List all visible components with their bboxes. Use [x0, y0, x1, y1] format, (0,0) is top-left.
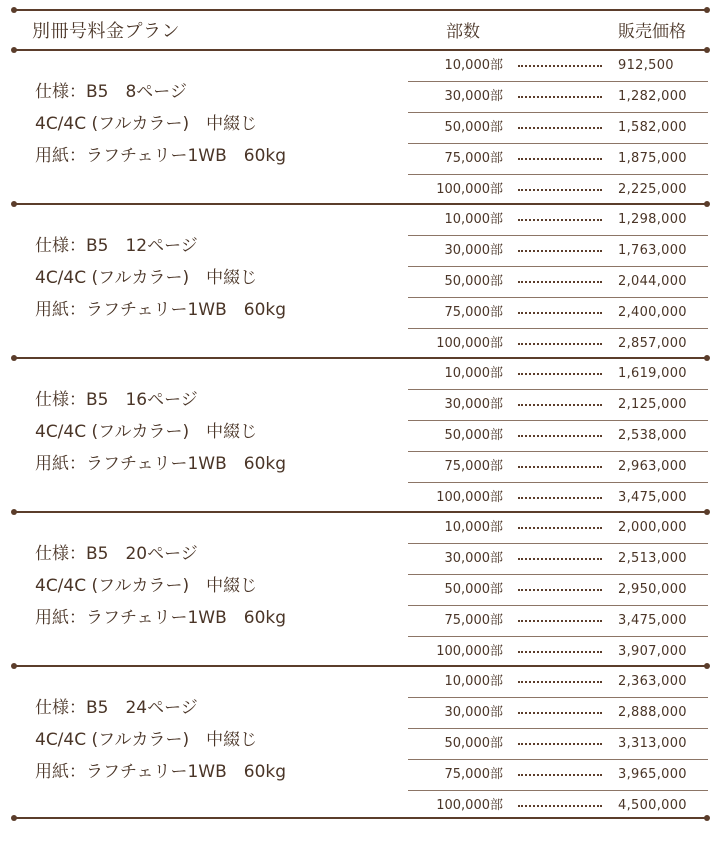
dot-leader	[518, 805, 602, 807]
spec-paper: 用紙：ラフチェリー1WB 60kg	[35, 454, 287, 474]
quantity: 100,000部	[436, 490, 503, 505]
price: 2,000,000	[618, 520, 687, 535]
quantity: 30,000部	[444, 89, 503, 104]
price-row	[408, 575, 708, 606]
price: 2,950,000	[618, 582, 687, 597]
quantity: 50,000部	[444, 274, 503, 289]
price: 2,225,000	[618, 182, 687, 197]
dot-leader	[518, 343, 602, 345]
price: 3,907,000	[618, 644, 687, 659]
plan-block-8p	[0, 51, 720, 204]
spec-color-binding: 4C/4C (フルカラー) 中綴じ	[35, 422, 258, 442]
price: 2,513,000	[618, 551, 687, 566]
spec-size-pages: 仕様：B5 12ページ	[35, 236, 198, 256]
plan-block-20p	[0, 513, 720, 666]
price-row	[408, 729, 708, 760]
price: 2,888,000	[618, 705, 687, 720]
quantity: 30,000部	[444, 397, 503, 412]
quantity: 100,000部	[436, 336, 503, 351]
dot-leader	[518, 404, 602, 406]
quantity: 75,000部	[444, 151, 503, 166]
spec-size-pages: 仕様：B5 24ページ	[35, 698, 198, 718]
dot-leader	[518, 219, 602, 221]
dot-leader	[518, 681, 602, 683]
plan-spec	[35, 230, 286, 326]
dot-leader	[518, 620, 602, 622]
price: 3,313,000	[618, 736, 687, 751]
price: 2,963,000	[618, 459, 687, 474]
price: 1,282,000	[618, 89, 687, 104]
dot-leader	[518, 96, 602, 98]
price-row	[408, 606, 708, 637]
price-row	[408, 236, 708, 267]
quantity: 10,000部	[444, 674, 503, 689]
price: 2,125,000	[618, 397, 687, 412]
price-column-header: 販売価格	[618, 22, 686, 42]
plan-block-16p	[0, 359, 720, 512]
spec-color-binding: 4C/4C (フルカラー) 中綴じ	[35, 730, 258, 750]
price-row	[408, 113, 708, 144]
price-rows	[408, 51, 708, 205]
quantity: 75,000部	[444, 459, 503, 474]
dot-leader	[518, 589, 602, 591]
price-row	[408, 390, 708, 421]
bottom-rule	[13, 817, 708, 819]
dot-leader	[518, 158, 602, 160]
spec-size-pages: 仕様：B5 8ページ	[35, 82, 187, 102]
plan-spec	[35, 538, 286, 634]
price: 912,500	[618, 58, 674, 73]
price-row	[408, 760, 708, 791]
quantity: 50,000部	[444, 582, 503, 597]
price: 2,857,000	[618, 336, 687, 351]
price-row	[408, 82, 708, 113]
quantity: 100,000部	[436, 182, 503, 197]
price-rows	[408, 205, 708, 359]
price-row	[408, 637, 708, 667]
dot-leader	[518, 373, 602, 375]
quantity: 100,000部	[436, 798, 503, 813]
dot-leader	[518, 65, 602, 67]
price-row	[408, 452, 708, 483]
dot-leader	[518, 281, 602, 283]
dot-leader	[518, 250, 602, 252]
quantity: 30,000部	[444, 551, 503, 566]
price-rows	[408, 667, 708, 821]
price: 3,475,000	[618, 490, 687, 505]
price-row	[408, 544, 708, 575]
price-row	[408, 175, 708, 205]
plan-spec	[35, 76, 286, 172]
dot-leader	[518, 527, 602, 529]
quantity: 50,000部	[444, 736, 503, 751]
quantity: 10,000部	[444, 58, 503, 73]
quantity: 50,000部	[444, 120, 503, 135]
spec-paper: 用紙：ラフチェリー1WB 60kg	[35, 762, 287, 782]
dot-leader	[518, 127, 602, 129]
dot-leader	[518, 497, 602, 499]
quantity: 50,000部	[444, 428, 503, 443]
price-row	[408, 667, 708, 698]
spec-color-binding: 4C/4C (フルカラー) 中綴じ	[35, 114, 258, 134]
price: 1,763,000	[618, 243, 687, 258]
quantity: 75,000部	[444, 613, 503, 628]
price-row	[408, 698, 708, 729]
quantity: 75,000部	[444, 767, 503, 782]
spec-paper: 用紙：ラフチェリー1WB 60kg	[35, 300, 287, 320]
price: 3,965,000	[618, 767, 687, 782]
quantity: 75,000部	[444, 305, 503, 320]
price: 2,538,000	[618, 428, 687, 443]
price-row	[408, 267, 708, 298]
quantity: 10,000部	[444, 366, 503, 381]
quantity-column-header: 部数	[446, 22, 480, 42]
price: 1,619,000	[618, 366, 687, 381]
price: 1,875,000	[618, 151, 687, 166]
plan-block-12p	[0, 205, 720, 358]
quantity: 30,000部	[444, 243, 503, 258]
spec-color-binding: 4C/4C (フルカラー) 中綴じ	[35, 576, 258, 596]
spec-color-binding: 4C/4C (フルカラー) 中綴じ	[35, 268, 258, 288]
page-title: 別冊号料金プラン	[32, 21, 180, 42]
dot-leader	[518, 435, 602, 437]
price: 3,475,000	[618, 613, 687, 628]
dot-leader	[518, 774, 602, 776]
quantity: 10,000部	[444, 520, 503, 535]
price-row	[408, 205, 708, 236]
dot-leader	[518, 651, 602, 653]
price-row	[408, 421, 708, 452]
price-row	[408, 513, 708, 544]
quantity: 10,000部	[444, 212, 503, 227]
price: 2,363,000	[618, 674, 687, 689]
price-row	[408, 298, 708, 329]
spec-size-pages: 仕様：B5 16ページ	[35, 390, 198, 410]
spec-paper: 用紙：ラフチェリー1WB 60kg	[35, 146, 287, 166]
plan-spec	[35, 384, 286, 480]
price: 2,400,000	[618, 305, 687, 320]
top-rule	[13, 9, 708, 11]
price-row	[408, 51, 708, 82]
dot-leader	[518, 312, 602, 314]
dot-leader	[518, 466, 602, 468]
price-rows	[408, 359, 708, 513]
price: 1,582,000	[618, 120, 687, 135]
price: 2,044,000	[618, 274, 687, 289]
plan-spec	[35, 692, 286, 788]
quantity: 100,000部	[436, 644, 503, 659]
price-row	[408, 483, 708, 513]
plan-block-24p	[0, 667, 720, 820]
dot-leader	[518, 712, 602, 714]
price-row	[408, 329, 708, 359]
spec-paper: 用紙：ラフチェリー1WB 60kg	[35, 608, 287, 628]
spec-size-pages: 仕様：B5 20ページ	[35, 544, 198, 564]
price: 4,500,000	[618, 798, 687, 813]
price-rows	[408, 513, 708, 667]
quantity: 30,000部	[444, 705, 503, 720]
dot-leader	[518, 558, 602, 560]
dot-leader	[518, 189, 602, 191]
price-row	[408, 144, 708, 175]
dot-leader	[518, 743, 602, 745]
price: 1,298,000	[618, 212, 687, 227]
price-row	[408, 359, 708, 390]
